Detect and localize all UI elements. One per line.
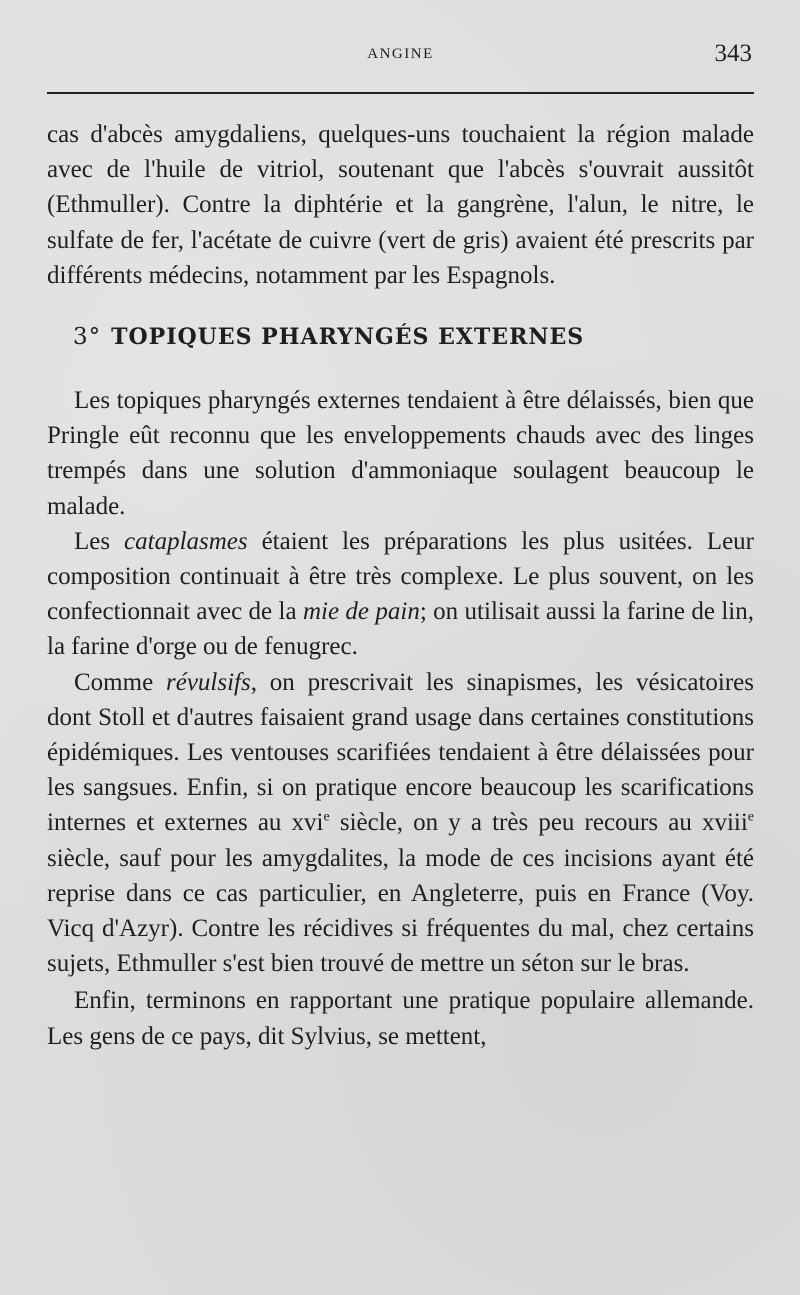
- running-header: [47, 40, 754, 70]
- paragraph-2-text-c: ; on utilisait aussi la farine de lin, la farine d'orge ou de fenugrec.: [47, 598, 755, 661]
- section-title: TOPIQUES PHARYNGÉS EXTERNES: [111, 324, 585, 351]
- paragraph-3-text-d: siècle, sauf pour les amygdalites, la mode de ces incisions ayant été reprise dans ce cas particulier, en Angleterre, puis en France (Voy. Vicq d'Azyr). Contre les récidives si fréquentes du mal, chez certains sujets, Ethmuller s'est bien trouvé de mettre un séton sur le bras.: [47, 844, 754, 978]
- running-title: ANGINE: [367, 46, 434, 62]
- paragraph-2: [47, 524, 754, 665]
- paragraph-2-text-b: étaient les préparations les plus usitées. Leur composition continuait à être très complexe. Le plus souvent, on les confectionnait avec de la: [47, 527, 754, 626]
- paragraph-3-text-b: , on prescrivait les sinapismes, les vésicatoires dont Stoll et d'autres faisaient grand usage dans certaines constitutions épidémiques. Les ventouses scarifiées tendaient à être délaissées pour les sangsues. Enfin, si on pratique encore beaucoup les scarifications internes et externes au xvi: [47, 668, 754, 837]
- paragraph-2-text-a: Les: [74, 527, 125, 555]
- page-number: 343: [714, 40, 752, 67]
- paragraph-1: Les topiques pharyngés externes tendaient à être délaissés, bien que Pringle eût reconnu que les enveloppements chauds avec des linges trempés dans une solution d'ammoniaque soulagent beaucoup le malade.: [47, 387, 754, 520]
- header-rule: [47, 92, 754, 94]
- paragraph-3: [47, 665, 754, 982]
- superscript-e: e: [747, 810, 755, 826]
- paragraph-4: Enfin, terminons en rapportant une pratique populaire allemande. Les gens de ce pays, dit Sylvius, se mettent,: [47, 987, 754, 1050]
- body-text: [47, 117, 754, 1054]
- paragraph-continued: cas d'abcès amygdaliens, quelques-uns touchaient la région malade avec de l'huile de vitriol, soutenant que l'abcès s'ouvrait aussitôt (Ethmuller). Contre la diphtérie et la gangrène, l'alun, le nitre, le sulfate de fer, l'acétate de cuivre (vert de gris) avaient été prescrits par différents médecins, notamment par les Espagnols.: [47, 121, 754, 289]
- paragraph-2-italic-cataplasmes: cataplasmes: [124, 527, 248, 555]
- section-heading: [47, 323, 754, 351]
- paragraph-3-text-a: Comme: [74, 668, 166, 696]
- paragraph-3-italic-revulsifs: révulsifs: [166, 668, 251, 696]
- paragraph-2-italic-mie-de-pain: mie de pain: [302, 598, 420, 626]
- superscript-e: e: [323, 810, 330, 826]
- section-number: 3°: [73, 324, 102, 351]
- paragraph-3-text-c: siècle, on y a très peu recours au xviii: [329, 809, 748, 837]
